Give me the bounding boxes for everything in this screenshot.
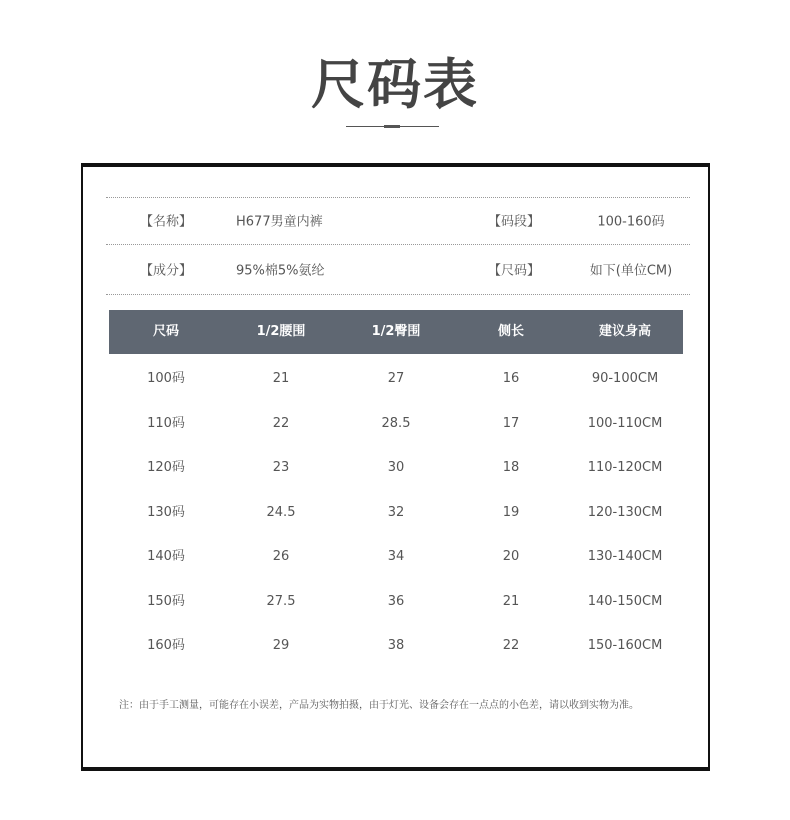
table-cell: 24.5 [266, 504, 296, 520]
table-cell: 27.5 [266, 593, 296, 609]
table-cell: 34 [387, 549, 405, 564]
table-cell: 23 [272, 460, 290, 475]
table-cell: 140-150CM [587, 593, 663, 609]
table-cell: 32 [387, 504, 405, 520]
column-header: 侧长 [497, 324, 524, 339]
table-row [0, 547, 790, 567]
table-cell: 140码 [147, 549, 185, 564]
table-cell: 130码 [147, 504, 185, 520]
column-header: 1/2臀围 [371, 324, 421, 339]
table-cell: 22 [272, 415, 290, 431]
table-cell: 130-140CM [587, 549, 663, 564]
table-cell: 150码 [147, 593, 185, 609]
table-cell: 21 [272, 371, 290, 386]
table-cell: 26 [272, 549, 290, 564]
table-header [109, 310, 683, 354]
table-cell: 21 [502, 593, 520, 609]
table-row [0, 592, 790, 612]
title-divider-mark [384, 125, 400, 128]
size-label: 【尺码】 [487, 263, 540, 279]
table-row [0, 458, 790, 478]
material-label: 【成分】 [139, 263, 192, 279]
divider [106, 197, 690, 198]
range-value: 100-160码 [597, 214, 665, 230]
name-label: 【名称】 [139, 214, 192, 230]
table-cell: 20 [502, 549, 520, 564]
size-value: 如下(单位CM) [589, 263, 673, 279]
table-cell: 17 [502, 415, 520, 431]
table-cell: 36 [387, 593, 405, 609]
table-cell: 29 [272, 638, 290, 653]
column-header: 1/2腰围 [256, 324, 306, 339]
table-cell: 110-120CM [587, 460, 663, 475]
column-header: 尺码 [152, 324, 179, 339]
column-header: 建议身高 [598, 324, 651, 339]
table-cell: 30 [387, 460, 405, 475]
table-cell: 150-160CM [587, 638, 663, 653]
table-cell: 90-100CM [591, 371, 659, 386]
disclaimer-note: 注：由于手工测量，可能存在小误差，产品为实物拍摄，由于灯光、设备会存在一点点的小色差，请以收到实物为准。 [119, 700, 639, 711]
table-row [0, 503, 790, 523]
table-cell: 160码 [147, 638, 185, 653]
divider [106, 294, 690, 295]
table-cell: 19 [502, 504, 520, 520]
table-cell: 100码 [147, 371, 185, 386]
table-cell: 38 [387, 638, 405, 653]
name-value: H677男童内裤 [236, 214, 323, 230]
table-cell: 110码 [147, 415, 185, 431]
table-cell: 16 [502, 371, 520, 386]
material-value: 95%棉5%氨纶 [236, 263, 325, 279]
table-cell: 18 [502, 460, 520, 475]
table-cell: 27 [387, 371, 405, 386]
table-cell: 120-130CM [587, 504, 663, 520]
table-cell: 22 [502, 638, 520, 653]
table-row [0, 369, 790, 389]
table-cell: 120码 [147, 460, 185, 475]
table-row [0, 636, 790, 656]
divider [106, 244, 690, 245]
page-title: 尺码表 [311, 53, 479, 116]
range-label: 【码段】 [487, 214, 540, 230]
table-cell: 28.5 [381, 415, 411, 431]
table-row [0, 414, 790, 434]
table-cell: 100-110CM [587, 415, 663, 431]
